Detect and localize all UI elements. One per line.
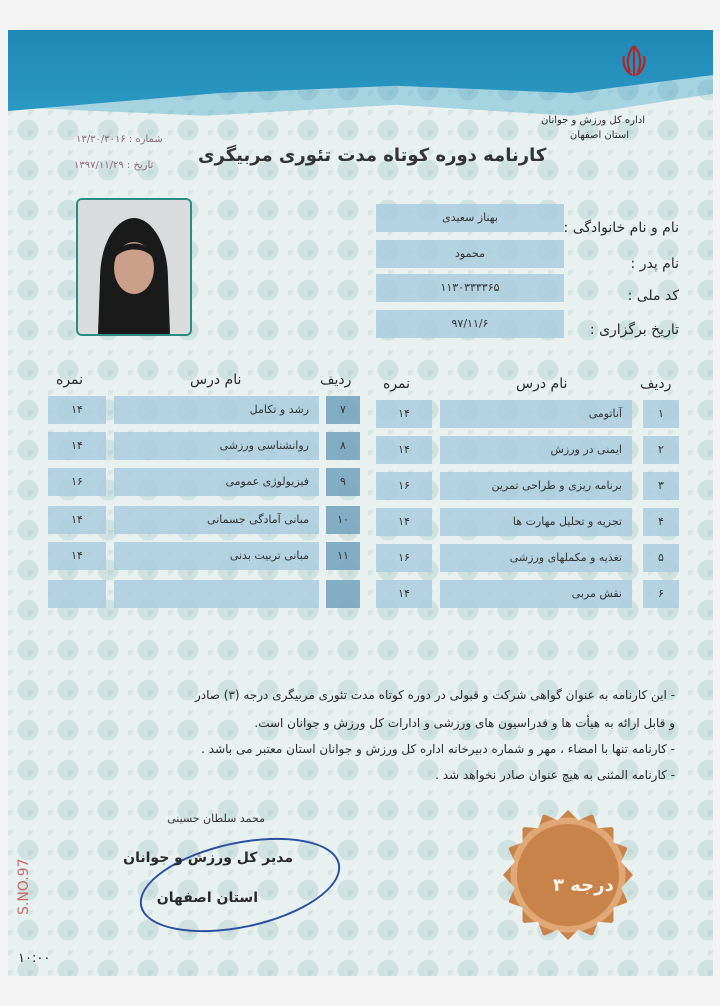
table-row-course: ایمنی در ورزش (440, 436, 632, 464)
table-row-score: ۱۴ (48, 506, 106, 534)
table-row-radif: ۸ (326, 432, 360, 460)
org-name: اداره کل ورزش و جوانان (541, 115, 645, 126)
table-row-course: مبانی تربیت بدنی (114, 542, 319, 570)
table-row-radif: ۲ (643, 436, 679, 464)
table-row-course: تجزیه و تحلیل مهارت ها (440, 508, 632, 536)
table-row-radif: ۶ (643, 580, 679, 608)
table-row-score (48, 580, 106, 608)
table-row-score: ۱۶ (48, 468, 106, 496)
student-photo (76, 198, 192, 336)
page-title: کارنامه دوره کوتاه مدت تئوری مربیگری (198, 145, 547, 166)
table-row-course: فیزیولوژی عمومی (114, 468, 319, 496)
letter-number: شماره : ۱۳/۳۰/۳۰۱۶ (76, 134, 163, 145)
letter-date: تاریخ : ۱۳۹۷/۱۱/۲۹ (74, 160, 154, 171)
table-row-score: ۱۴ (48, 432, 106, 460)
table-row-course: مبانی آمادگی جسمانی (114, 506, 319, 534)
table-row-score: ۱۴ (48, 396, 106, 424)
table-row-score: ۱۴ (376, 400, 432, 428)
table-row-score: ۱۴ (48, 542, 106, 570)
name-value: بهناز سعیدی (376, 204, 564, 232)
col-course-left: نام درس (190, 372, 242, 388)
col-score-right: نمره (383, 376, 411, 392)
table-row-radif: ۵ (643, 544, 679, 572)
col-course-right: نام درس (516, 376, 568, 392)
table-row-score: ۱۴ (376, 436, 432, 464)
table-row-score: ۱۶ (376, 472, 432, 500)
table-row-radif: ۷ (326, 396, 360, 424)
col-score-left: نمره (56, 372, 84, 388)
table-row-score: ۱۴ (376, 580, 432, 608)
org-province: استان اصفهان (569, 130, 629, 141)
note-line-4: - کارنامه المثنی به هیچ عنوان صادر نخواهد شد . (435, 768, 675, 782)
status-time: ۱۰:۰۰ (18, 951, 51, 966)
note-line-2: و قابل ارائه به هیأت ها و فدراسیون های ورزشی و ادارات کل ورزش و جوانان است. (254, 716, 675, 730)
certificate-paper (8, 30, 713, 976)
table-row-radif: ۱ (643, 400, 679, 428)
signatory-province: استان اصفهان (156, 890, 258, 906)
national-id-value: ۱۱۳۰۳۳۳۳۶۵ (376, 274, 564, 302)
blue-stamp (131, 822, 348, 949)
table-row-radif: ۹ (326, 468, 360, 496)
table-row-course: آناتومی (440, 400, 632, 428)
table-row-score: ۱۶ (376, 544, 432, 572)
table-row-radif: ۱۰ (326, 506, 360, 534)
table-row-radif (326, 580, 360, 608)
table-row-course: برنامه ریزی و طراحی تمرین (440, 472, 632, 500)
signatory-title: مدیر کل ورزش و جوانان (123, 850, 293, 866)
father-label: نام پدر : (630, 256, 679, 272)
table-row-course (114, 580, 319, 608)
col-radif-right: ردیف (640, 376, 672, 392)
table-row-course: رشد و تکامل (114, 396, 319, 424)
signatory-name: محمد سلطان حسینی (167, 812, 265, 825)
note-line-1: - این کارنامه به عنوان گواهی شرکت و قبولی در دوره کوتاه مدت تئوری مربیگری درجه (۳) صادر (194, 688, 675, 702)
iran-emblem-icon (614, 42, 654, 82)
table-row-radif: ۴ (643, 508, 679, 536)
table-row-course: تغذیه و مکملهای ورزشی (440, 544, 632, 572)
table-row-course: روانشناسی ورزشی (114, 432, 319, 460)
table-row-score: ۱۴ (376, 508, 432, 536)
date-value: ۹۷/۱۱/۶ (376, 310, 564, 338)
col-radif-left: ردیف (320, 372, 352, 388)
table-row-radif: ۱۱ (326, 542, 360, 570)
note-line-3: - کارنامه تنها با امضاء ، مهر و شماره دبیرخانه اداره کل ورزش و جوانان استان معتبر می باشد . (201, 742, 675, 756)
vertical-serial: S.NO.97 (16, 858, 32, 915)
name-label: نام و نام خانوادگی : (563, 220, 679, 236)
table-row-radif: ۳ (643, 472, 679, 500)
national-id-label: کد ملی : (627, 288, 679, 304)
date-label: تاریخ برگزاری : (589, 322, 679, 338)
father-value: محمود (376, 240, 564, 268)
table-row-course: نقش مربی (440, 580, 632, 608)
grade-seal-text: درجه ۳ (553, 875, 614, 896)
